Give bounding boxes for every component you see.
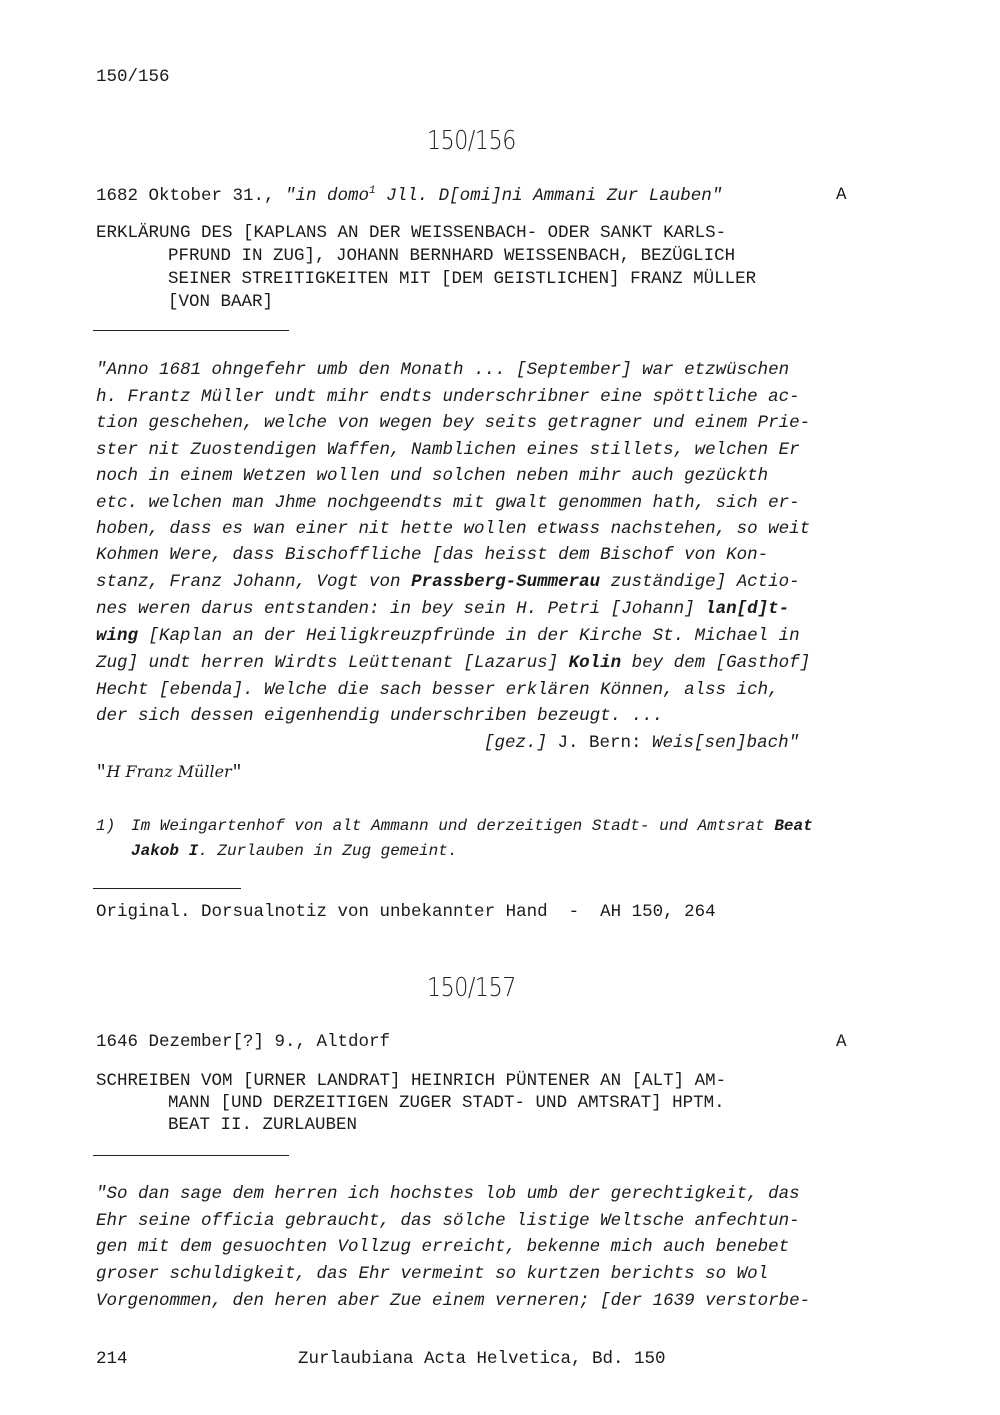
document-date-line [96, 185, 722, 206]
body-line: hoben, dass es wan einer nit hette wollen etwass nachstehen, so weit [96, 519, 811, 539]
body-line [96, 653, 810, 673]
person-name-bold: lan[d]t- [705, 599, 790, 619]
body-line [96, 599, 789, 619]
person-name-bold: Beat [774, 817, 813, 835]
person-name-bold: Kolin [568, 653, 622, 673]
body-line: groser schuldigkeit, das Ehr vermeint so kurtzen berichts so Wol [96, 1264, 769, 1284]
signature-line [484, 733, 799, 753]
signature-name-rest: Weis[sen]bach" [652, 733, 800, 753]
quote-mark: " [96, 763, 107, 783]
document-title-line: BEAT II. ZURLAUBEN [168, 1115, 358, 1135]
date-text: 1682 Oktober 31., [96, 186, 286, 206]
person-name-bold: wing [96, 626, 139, 646]
publication-title: Zurlaubiana Acta Helvetica, Bd. 150 [298, 1349, 666, 1369]
separator-rule [93, 330, 289, 331]
document-type-letter: A [836, 185, 847, 205]
person-name-bold: Prassberg-Summerau [411, 572, 601, 592]
separator-rule [93, 1155, 289, 1156]
body-text: bey dem [Gasthof] [621, 653, 811, 673]
body-line: ster nit Zuostendigen Waffen, Namblichen eines stillets, welchen Er [96, 440, 800, 460]
body-line [96, 572, 800, 592]
body-text: stanz, Franz Johann, Vogt von [96, 572, 412, 592]
body-line: Vorgenommen, den heren aber Zue einem verneren; [der 1639 verstorbe- [96, 1291, 811, 1311]
footnote-ref: 1 [369, 185, 376, 197]
body-text: zuständige] Actio- [600, 572, 800, 592]
body-line: h. Frantz Müller undt mihr endts underschribner eine spöttliche ac- [96, 387, 800, 407]
document-title-line: SCHREIBEN VOM [URNER LANDRAT] HEINRICH PÜNTENER AN [ALT] AM- [96, 1071, 727, 1091]
footnote-marker: 1) [96, 817, 116, 835]
body-line: Kohmen Were, dass Bischoffliche [das heisst dem Bischof von Kon- [96, 545, 769, 565]
separator-rule [93, 888, 241, 889]
footnote-line [131, 842, 457, 860]
body-text: [Kaplan an der Heiligkreuzpfründe in der Kirche St. Michael in [138, 626, 800, 646]
source-note: Original. Dorsualnotiz von unbekannter Hand - AH 150, 264 [96, 902, 716, 922]
body-line: tion geschehen, welche von wegen bey seits getragner und einem Prie- [96, 413, 811, 433]
document-type-letter: A [836, 1032, 847, 1052]
handwritten-signature: H Franz Müller [106, 762, 232, 781]
signature-note: [gez.] [484, 733, 548, 753]
document-date-line: 1646 Dezember[?] 9., Altdorf [96, 1032, 391, 1052]
body-line: "Anno 1681 ohngefehr umb den Monath ... [September] war etzwüschen [96, 360, 790, 380]
document-title-line: [VON BAAR] [168, 292, 274, 312]
document-title-line: PFRUND IN ZUG], JOHANN BERNHARD WEISSENBACH, BEZÜGLICH [168, 246, 736, 266]
body-line: "So dan sage dem herren ich hochstes lob umb der gerechtigkeit, das [96, 1184, 800, 1204]
footnote-text: Im Weingartenhof von alt Ammann und derzeitigen Stadt- und Amtsrat [131, 817, 775, 835]
body-line: Ehr seine officia gebraucht, das sölche listige Weltsche anfechtun- [96, 1211, 800, 1231]
body-line: etc. welchen man Jhme nochgeendts mit gwalt genommen hath, sich er- [96, 493, 800, 513]
body-text: nes weren darus entstanden: in bey sein H. Petri [Johann] [96, 599, 706, 619]
quote-mark: " [231, 763, 243, 783]
body-line: noch in einem Wetzen wollen und solchen neben mihr auch gezückth [96, 466, 769, 486]
date-quote-rest: Jll. D[omi]ni Ammani Zur Lauben" [375, 186, 723, 206]
signature-name: J. Bern: [547, 733, 653, 753]
person-name-bold: Jakob I [131, 842, 199, 860]
document-number: 150/157 [427, 973, 516, 1003]
document-title-line: SEINER STREITIGKEITEN MIT [DEM GEISTLICHEN] FRANZ MÜLLER [168, 269, 757, 289]
signature-line [96, 762, 242, 783]
date-quote: "in domo [285, 186, 370, 206]
document-number: 150/156 [427, 126, 516, 156]
document-title-line: ERKLÄRUNG DES [KAPLANS AN DER WEISSENBACH- ODER SANKT KARLS- [96, 223, 727, 243]
body-line: Hecht [ebenda]. Welche die sach besser erklären Können, alss ich, [96, 680, 779, 700]
document-title-line: MANN [UND DERZEITIGEN ZUGER STADT- UND AMTSRAT] HPTM. [168, 1093, 725, 1113]
body-line: der sich dessen eigenhendig underschriben bezeugt. ... [96, 706, 664, 726]
footnote-text: . Zurlauben in Zug gemeint. [198, 842, 458, 860]
running-header: 150/156 [96, 67, 170, 87]
footnote-line [131, 817, 813, 835]
page-number: 214 [96, 1349, 128, 1369]
body-line: gen mit dem gesuochten Vollzug erreicht, bekenne mich auch benebet [96, 1237, 790, 1257]
body-text: Zug] undt herren Wirdts Leüttenant [Lazarus] [96, 653, 569, 673]
body-line [96, 626, 800, 646]
